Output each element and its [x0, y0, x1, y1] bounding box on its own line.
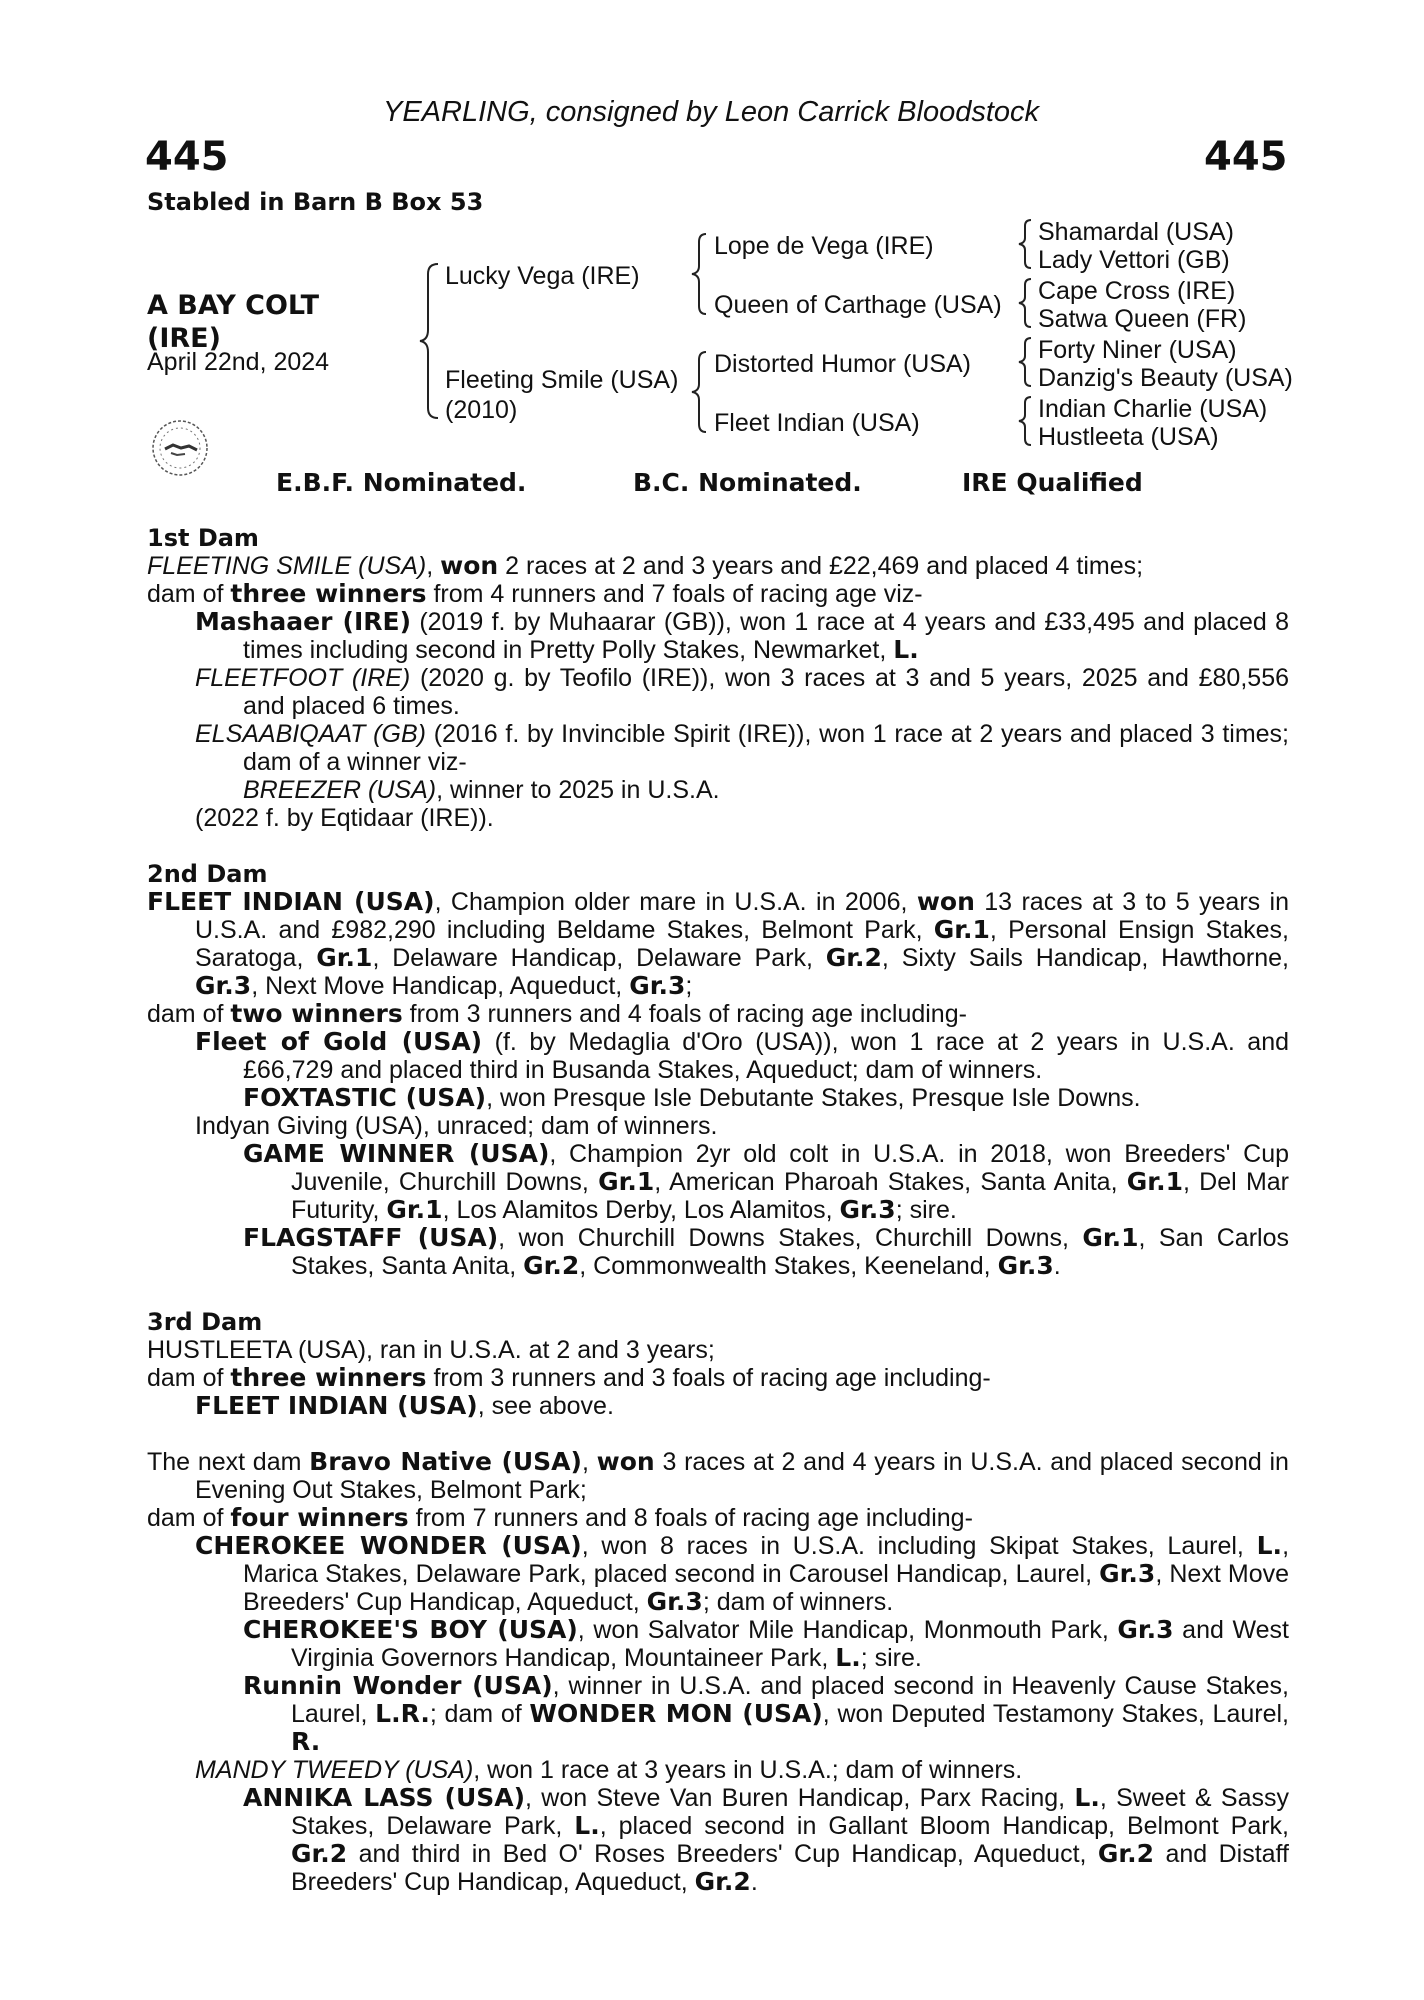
consignment-line: YEARLING, consigned by Leon Carrick Bloodstock [383, 96, 1040, 128]
pedigree-g4: Satwa Queen (FR) [1038, 305, 1247, 333]
produce-fleetfoot: FLEETFOOT (IRE) (2020 g. by Teofilo (IRE)), won 3 races at 3 and 5 years, 2025 and £80,556 and placed 6 times. [195, 664, 1289, 720]
third-dam-produce-summary: dam of three winners from 3 runners and 3 foals of racing age including- [147, 1363, 991, 1392]
horse-description [147, 289, 367, 355]
lot-number-left: 445 [145, 134, 229, 180]
produce-mashaaer: Mashaaer (IRE) (2019 f. by Muhaarar (GB)), won 1 race at 4 years and £33,495 and placed 8 times including second in Pretty Polly Stakes, Newmarket, L. [195, 607, 1289, 664]
pedigree-dam-dam: Fleet Indian (USA) [714, 409, 920, 437]
horse-description-line2: (IRE) [147, 323, 221, 354]
ebf-nominated: E.B.F. Nominated. [276, 468, 527, 497]
pedigree-brace-g2 [1016, 277, 1034, 329]
won-label: won [440, 551, 499, 580]
produce-runnin-wonder: Runnin Wonder (USA), winner in U.S.A. and placed second in Heavenly Cause Stakes, Laurel, L.R.; dam of WONDER MON (USA), won Deputed Testamony Stakes, Laurel, R. [243, 1671, 1289, 1756]
produce-breezer-details: (2022 f. by Eqtidaar (IRE)). [195, 804, 494, 832]
produce-indyan-giving: Indyan Giving (USA), unraced; dam of winners. [195, 1112, 718, 1140]
ire-qualified: IRE Qualified [962, 468, 1143, 497]
bc-nominated: B.C. Nominated. [633, 468, 862, 497]
pedigree-g7: Indian Charlie (USA) [1038, 395, 1268, 423]
first-dam-heading: 1st Dam [147, 524, 259, 552]
stud-seal-logo [145, 413, 215, 483]
produce-name: BREEZER (USA) [243, 776, 437, 804]
produce-name: Mashaaer (IRE) [195, 607, 412, 636]
pedigree-brace-g4 [1016, 395, 1034, 447]
pedigree-brace-g1 [1016, 218, 1034, 270]
fourth-dam-produce-summary: dam of four winners from 7 runners and 8 foals of racing age including- [147, 1503, 973, 1532]
lot-number-right: 445 [1204, 134, 1288, 180]
produce-game-winner: GAME WINNER (USA), Champion 2yr old colt in U.S.A. in 2018, won Breeders' Cup Juvenile, Churchill Downs, Gr.1, American Pharoah Stakes, Santa Anita, Gr.1, Del Mar Futurity, Gr.1, Los Alamitos Derby, Los Alamitos, Gr.3; sire. [243, 1139, 1290, 1224]
foaling-date: April 22nd, 2024 [147, 348, 330, 376]
produce-name: CHEROKEE'S BOY (USA) [243, 1615, 578, 1644]
fourth-dam-record: The next dam Bravo Native (USA), won 3 races at 2 and 4 years in U.S.A. and placed second in Evening Out Stakes, Belmont Park; [147, 1447, 1289, 1504]
pedigree-g8: Hustleeta (USA) [1038, 423, 1219, 451]
produce-name: FOXTASTIC (USA) [243, 1083, 487, 1112]
produce-elsaabiqaat: ELSAABIQAAT (GB) (2016 f. by Invincible Spirit (IRE)), won 1 race at 2 years and placed 3 times; dam of a winner viz- [195, 720, 1290, 776]
first-dam-record: FLEETING SMILE (USA), won 2 races at 2 and 3 years and £22,469 and placed 4 times; [147, 551, 1144, 580]
produce-name: GAME WINNER (USA) [243, 1139, 550, 1168]
second-dam-record: FLEET INDIAN (USA), Champion older mare in U.S.A. in 2006, won 13 races at 3 to 5 years in U.S.A. and £982,290 including Beldame Stakes, Belmont Park, Gr.1, Personal Ensign Stakes, Saratoga, Gr.1, Delaware Handicap, Delaware Park, Gr.2, Sixty Sails Handicap, Hawthorne, Gr.3, Next Move Handicap, Aqueduct, Gr.3; [147, 887, 1290, 1000]
produce-mandy-tweedy: MANDY TWEEDY (USA), won 1 race at 3 years in U.S.A.; dam of winners. [195, 1756, 1023, 1784]
pedigree-dam-sire: Distorted Humor (USA) [714, 350, 971, 378]
produce-name: Runnin Wonder (USA) [243, 1671, 553, 1700]
horse-description-line1: A BAY COLT [147, 290, 320, 321]
produce-record [147, 524, 1289, 1896]
produce-name: FLEET INDIAN (USA) [195, 1391, 478, 1420]
pedigree-g2: Lady Vettori (GB) [1038, 246, 1230, 274]
produce-name: FLAGSTAFF (USA) [243, 1223, 499, 1252]
stabled-location: Stabled in Barn B Box 53 [147, 188, 484, 216]
produce-name: ELSAABIQAAT (GB) [195, 720, 426, 748]
pedigree-brace-sire [690, 232, 710, 316]
produce-flagstaff: FLAGSTAFF (USA), won Churchill Downs Stakes, Churchill Downs, Gr.1, San Carlos Stakes, Santa Anita, Gr.2, Commonwealth Stakes, Keeneland, Gr.3. [243, 1223, 1289, 1280]
pedigree-g6: Danzig's Beauty (USA) [1038, 364, 1293, 392]
pedigree-brace-main [418, 262, 442, 420]
second-dam-produce-summary: dam of two winners from 3 runners and 4 foals of racing age including- [147, 999, 967, 1028]
produce-name: ANNIKA LASS (USA) [243, 1783, 526, 1812]
pedigree-g5: Forty Niner (USA) [1038, 336, 1237, 364]
produce-foxtastic: FOXTASTIC (USA), won Presque Isle Debutante Stakes, Presque Isle Downs. [243, 1083, 1141, 1112]
first-dam-produce-summary: dam of three winners from 4 runners and 7 foals of racing age viz- [147, 579, 923, 608]
pedigree-sire: Lucky Vega (IRE) [445, 262, 640, 290]
second-dam-heading: 2nd Dam [147, 860, 268, 888]
pedigree-sire-sire: Lope de Vega (IRE) [714, 232, 934, 260]
produce-fleet-of-gold: Fleet of Gold (USA) (f. by Medaglia d'Oro (USA)), won 1 race at 2 years in U.S.A. and £66,729 and placed third in Busanda Stakes, Aqueduct; dam of winners. [195, 1027, 1290, 1084]
produce-cherokees-boy: CHEROKEE'S BOY (USA), won Salvator Mile Handicap, Monmouth Park, Gr.3 and West Virginia Governors Handicap, Mountaineer Park, L.; sire. [243, 1615, 1289, 1672]
produce-name: CHEROKEE WONDER (USA) [195, 1531, 582, 1560]
produce-annika-lass: ANNIKA LASS (USA), won Steve Van Buren Handicap, Parx Racing, L., Sweet & Sassy Stakes, Delaware Park, L., placed second in Gallant Bloom Handicap, Belmont Park, Gr.2 and third in Bed O' Roses Breeders' Cup Handicap, Aqueduct, Gr.2 and Distaff Breeders' Cup Handicap, Aqueduct, Gr.2. [243, 1783, 1289, 1896]
fourth-dam-name: Bravo Native (USA) [309, 1447, 582, 1476]
pedigree-brace-g3 [1016, 336, 1034, 388]
produce-name: FLEETFOOT (IRE) [195, 664, 411, 692]
first-dam-name: FLEETING SMILE (USA) [147, 552, 427, 580]
produce-name: Fleet of Gold (USA) [195, 1027, 483, 1056]
pedigree-g1: Shamardal (USA) [1038, 218, 1234, 246]
pedigree-sire-dam: Queen of Carthage (USA) [714, 291, 1002, 319]
third-dam-heading: 3rd Dam [147, 1308, 263, 1336]
pedigree-g3: Cape Cross (IRE) [1038, 277, 1236, 305]
pedigree-brace-dam [690, 350, 710, 434]
second-dam-name: FLEET INDIAN (USA) [147, 887, 435, 916]
pedigree-dam: Fleeting Smile (USA) [445, 366, 679, 394]
produce-fleet-indian: FLEET INDIAN (USA), see above. [195, 1391, 614, 1420]
produce-name: MANDY TWEEDY (USA) [195, 1756, 474, 1784]
produce-cherokee-wonder: CHEROKEE WONDER (USA), won 8 races in U.S.A. including Skipat Stakes, Laurel, L., Marica Stakes, Delaware Park, placed second in Carousel Handicap, Laurel, Gr.3, Next Move Breeders' Cup Handicap, Aqueduct, Gr.3; dam of winners. [195, 1531, 1290, 1616]
third-dam-record: HUSTLEETA (USA), ran in U.S.A. at 2 and 3 years; [147, 1336, 715, 1364]
produce-breezer: BREEZER (USA), winner to 2025 in U.S.A. [243, 776, 720, 804]
pedigree-dam-year: (2010) [445, 396, 518, 424]
